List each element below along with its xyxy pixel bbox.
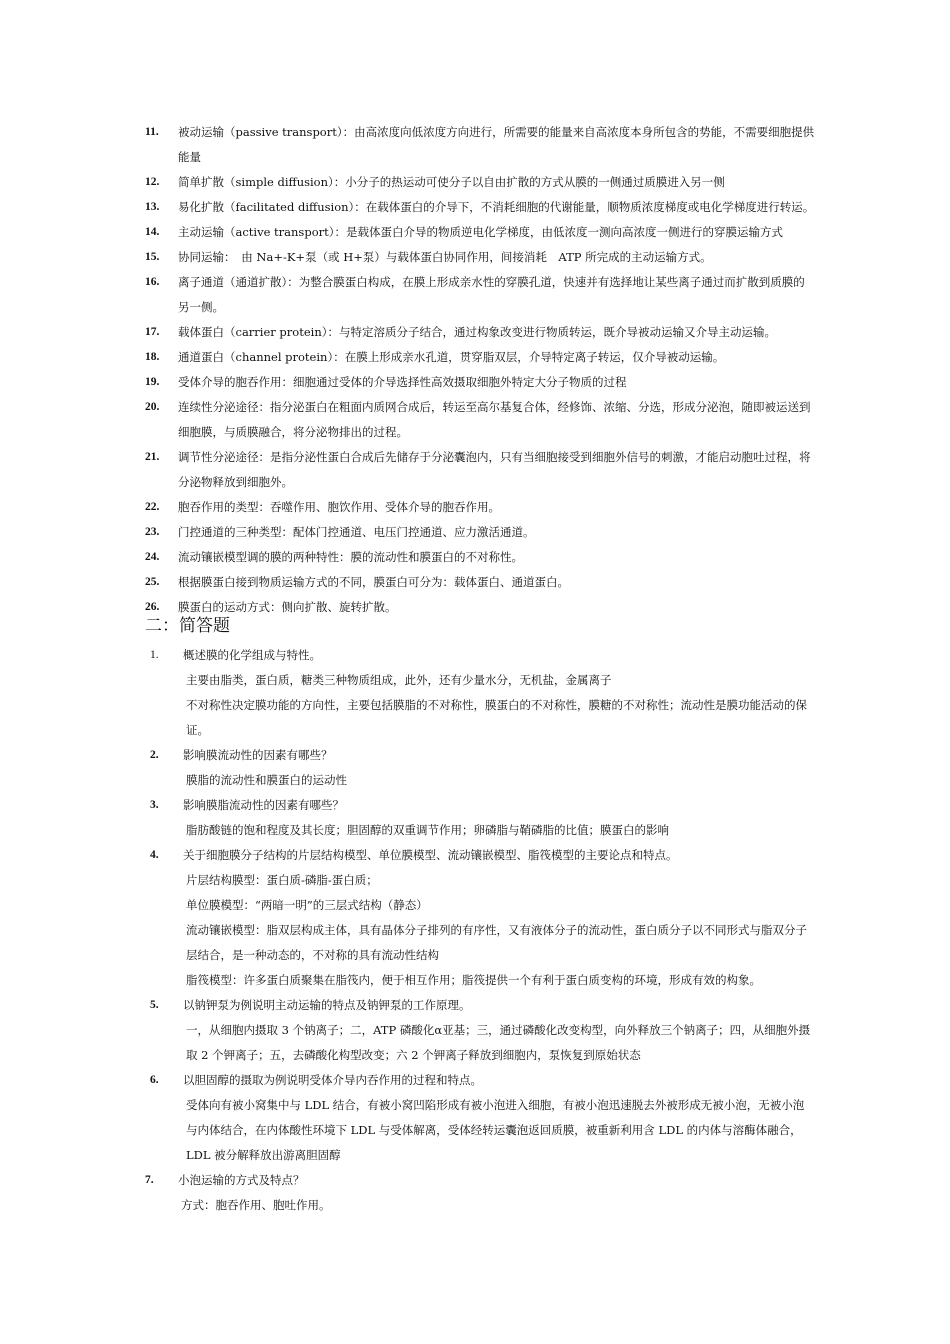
item-number: 12. — [145, 176, 160, 188]
item-number: 26. — [145, 601, 160, 613]
item-text: 主动运输（active transport）：是载体蛋白介导的物质逆电化学梯度，由低浓度一测向高浓度一侧进行的穿膜运输方式 — [178, 225, 783, 239]
item-text: 胞吞作用的类型：吞噬作用、胞饮作用、受体介导的胞吞作用。 — [178, 500, 500, 514]
question-item — [145, 993, 815, 1068]
question-item — [145, 643, 815, 743]
question-number: 5. — [150, 999, 159, 1011]
item-number: 16. — [145, 276, 160, 288]
item-number: 22. — [145, 501, 160, 513]
question-text: 以钠钾泵为例说明主动运输的特点及钠钾泵的工作原理。 — [183, 998, 471, 1012]
list-item — [145, 120, 815, 170]
item-text: 通道蛋白（channel protein）：在膜上形成亲水孔道，贯穿脂双层，介导特定离子转运，仅介导被动运输。 — [178, 350, 725, 364]
question-text: 影响膜脂流动性的因素有哪些？ — [183, 798, 344, 812]
section-title: 二：简答题 — [145, 616, 230, 636]
question-number: 1. — [150, 649, 159, 661]
item-text: 调节性分泌途径：是指分泌性蛋白合成后先储存于分泌囊泡内，只有当细胞接受到细胞外信号的刺激，才能启动胞吐过程，将分泌物释放到细胞外。 — [178, 450, 811, 489]
question-number: 6. — [150, 1074, 159, 1086]
list-item — [145, 495, 815, 520]
item-text: 易化扩散（facilitated diffusion）：在载体蛋白的介导下，不消耗细胞的代谢能量，顺物质浓度梯度或电化学梯度进行转运。 — [178, 200, 815, 214]
item-number: 24. — [145, 551, 160, 563]
item-text: 流动镶嵌模型调的膜的两种特性：膜的流动性和膜蛋白的不对称性。 — [178, 550, 523, 564]
answer-text: 脂筏模型：许多蛋白质聚集在脂筏内，便于相互作用；脂筏提供一个有利于蛋白质变构的环境，形成有效的构象。 — [186, 973, 761, 987]
list-item — [145, 570, 815, 595]
list-item — [145, 195, 815, 220]
item-text: 根据膜蛋白接到物质运输方式的不同，膜蛋白可分为：载体蛋白、通道蛋白。 — [178, 575, 569, 589]
item-number: 14. — [145, 226, 160, 238]
question-text: 概述膜的化学组成与特性。 — [183, 648, 321, 662]
question-number: 3. — [150, 799, 159, 811]
item-text: 协同运输： 由 Na+-K+泵（或 H+泵）与载体蛋白协同作用，间接消耗 ATP 所完成的主动运输方式。 — [178, 250, 712, 264]
item-number: 18. — [145, 351, 160, 363]
list-item — [145, 395, 815, 445]
list-item — [145, 445, 815, 495]
item-text: 被动运输（passive transport）：由高浓度向低浓度方向进行，所需要的能量来自高浓度本身所包含的势能，不需要细胞提供能量 — [178, 125, 815, 164]
list-item — [145, 320, 815, 345]
question-number: 4. — [150, 849, 159, 861]
list-item — [145, 545, 815, 570]
question-number: 7. — [145, 1174, 154, 1186]
question-list — [145, 643, 815, 1218]
question-number: 2. — [150, 749, 159, 761]
item-text: 门控通道的三种类型：配体门控通道、电压门控通道、应力激活通道。 — [178, 525, 535, 539]
item-number: 23. — [145, 526, 160, 538]
item-number: 20. — [145, 401, 160, 413]
definition-list — [145, 120, 815, 620]
question-text: 影响膜流动性的因素有哪些？ — [183, 748, 333, 762]
list-item — [145, 595, 815, 620]
list-item — [145, 270, 815, 320]
item-number: 17. — [145, 326, 160, 338]
item-text: 离子通道（通道扩散）：为整合膜蛋白构成，在膜上形成亲水性的穿膜孔道，快速并有选择地让某些离子通过而扩散到质膜的另一侧。 — [178, 275, 805, 314]
answer-text: 受体向有被小窝集中与 LDL 结合，有被小窝凹陷形成有被小泡进入细胞，有被小泡迅速脱去外被形成无被小泡，无被小泡与内体结合，在内体酸性环境下 LDL 与受体解离，受体经转运囊泡返回质膜，被重新利用含 LDL 的内体与溶酶体融合，LDL 被分解释放出游离胆固醇 — [186, 1098, 805, 1162]
item-text: 简单扩散（simple diffusion）：小分子的热运动可使分子以自由扩散的方式从膜的一侧通过质膜进入另一侧 — [178, 175, 725, 189]
question-text: 关于细胞膜分子结构的片层结构模型、单位膜模型、流动镶嵌模型、脂筏模型的主要论点和特点。 — [183, 848, 678, 862]
question-item — [145, 793, 815, 843]
item-number: 13. — [145, 201, 160, 213]
answer-text: 流动镶嵌模型：脂双层构成主体，具有晶体分子排列的有序性，又有液体分子的流动性，蛋白质分子以不同形式与脂双分子层结合，是一种动态的，不对称的具有流动性结构 — [186, 923, 807, 962]
list-item — [145, 345, 815, 370]
question-text: 小泡运输的方式及特点？ — [178, 1173, 305, 1187]
item-text: 载体蛋白（carrier protein）：与特定溶质分子结合，通过构象改变进行物质转运，既介导被动运输又介导主动运输。 — [178, 325, 776, 339]
list-item — [145, 370, 815, 395]
item-number: 11. — [145, 126, 159, 138]
item-text: 连续性分泌途径：指分泌蛋白在粗面内质网合成后，转运至高尔基复合体，经修饰、浓缩、分选，形成分泌泡，随即被运送到细胞膜，与质膜融合，将分泌物排出的过程。 — [178, 400, 811, 439]
question-item — [145, 843, 815, 993]
answer-text: 片层结构膜型：蛋白质-磷脂-蛋白质； — [186, 873, 378, 887]
item-text: 膜蛋白的运动方式：侧向扩散、旋转扩散。 — [178, 600, 397, 614]
question-item — [145, 743, 815, 793]
answer-text: 膜脂的流动性和膜蛋白的运动性 — [186, 773, 347, 787]
item-number: 21. — [145, 451, 160, 463]
item-text: 受体介导的胞吞作用：细胞通过受体的介导选择性高效摄取细胞外特定大分子物质的过程 — [178, 375, 627, 389]
answer-text: 不对称性决定膜功能的方向性，主要包括膜脂的不对称性，膜蛋白的不对称性，膜糖的不对称性；流动性是膜功能活动的保证。 — [186, 698, 807, 737]
answer-text: 脂肪酸链的饱和程度及其长度；胆固醇的双重调节作用；卵磷脂与鞘磷脂的比值；膜蛋白的影响 — [186, 823, 669, 837]
list-item — [145, 520, 815, 545]
answer-text: 方式：胞吞作用、胞吐作用。 — [181, 1198, 331, 1212]
answer-text: 单位膜模型：“两暗一明”的三层式结构（静态） — [186, 898, 428, 912]
list-item — [145, 220, 815, 245]
answer-text: 主要由脂类，蛋白质，糖类三种物质组成，此外，还有少量水分，无机盐，金属离子 — [186, 673, 612, 687]
question-item — [145, 1168, 815, 1218]
item-number: 19. — [145, 376, 160, 388]
list-item — [145, 245, 815, 270]
answer-text: 一，从细胞内摄取 3 个钠离子；二，ATP 磷酸化α亚基；三，通过磷酸化改变构型，向外释放三个钠离子；四，从细胞外摄取 2 个钾离子；五，去磷酸化构型改变；六 2 个钾离子释放到细胞内，泵恢复到原始状态 — [186, 1023, 811, 1062]
question-text: 以胆固醇的摄取为例说明受体介导内吞作用的过程和特点。 — [183, 1073, 482, 1087]
item-number: 25. — [145, 576, 160, 588]
question-item — [145, 1068, 815, 1168]
list-item — [145, 170, 815, 195]
item-number: 15. — [145, 251, 160, 263]
